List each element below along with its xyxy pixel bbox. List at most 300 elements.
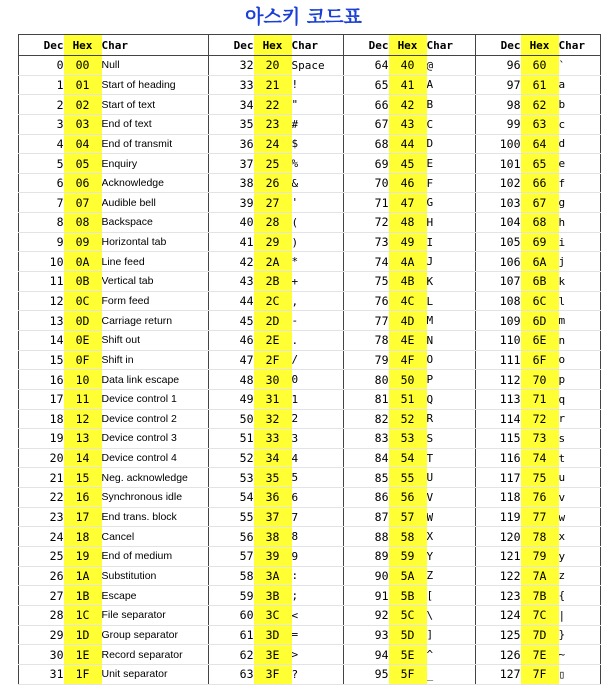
hex-cell: 25 [254,154,292,174]
char-cell: Horizontal tab [102,232,209,252]
hex-cell: 36 [254,488,292,508]
char-cell: Form feed [102,291,209,311]
dec-cell: 54 [209,488,254,508]
dec-cell: 93 [344,625,389,645]
dec-cell: 96 [476,56,521,76]
dec-cell: 104 [476,213,521,233]
dec-cell: 100 [476,134,521,154]
dec-cell: 13 [19,311,64,331]
dec-cell: 24 [19,527,64,547]
char-cell: N [427,330,476,350]
char-cell: y [559,547,601,567]
table-row [19,134,601,154]
char-cell: X [427,527,476,547]
char-cell: p [559,370,601,390]
hex-cell: 34 [254,448,292,468]
dec-cell: 77 [344,311,389,331]
hex-cell: 5D [389,625,427,645]
char-cell: U [427,468,476,488]
dec-cell: 108 [476,291,521,311]
hex-cell: 48 [389,213,427,233]
dec-cell: 125 [476,625,521,645]
char-cell: Record separator [102,645,209,665]
hex-cell: 3C [254,605,292,625]
char-cell: b [559,95,601,115]
char-cell: H [427,213,476,233]
hex-cell: 65 [521,154,559,174]
dec-cell: 120 [476,527,521,547]
dec-cell: 51 [209,429,254,449]
char-cell: Neg. acknowledge [102,468,209,488]
char-cell: T [427,448,476,468]
char-cell: i [559,232,601,252]
column-header-hex: Hex [254,35,292,56]
char-cell: k [559,272,601,292]
char-cell: Escape [102,586,209,606]
hex-cell: 7F [521,664,559,684]
char-cell: End of medium [102,547,209,567]
hex-cell: 63 [521,114,559,134]
column-header-dec: Dec [19,35,64,56]
hex-cell: 73 [521,429,559,449]
hex-cell: 7B [521,586,559,606]
table-row [19,409,601,429]
char-cell: M [427,311,476,331]
dec-cell: 19 [19,429,64,449]
char-cell: 1 [292,389,344,409]
dec-cell: 42 [209,252,254,272]
hex-cell: 75 [521,468,559,488]
char-cell: Carriage return [102,311,209,331]
char-cell: @ [427,56,476,76]
dec-cell: 61 [209,625,254,645]
char-cell: 9 [292,547,344,567]
dec-cell: 22 [19,488,64,508]
char-cell: + [292,272,344,292]
dec-cell: 7 [19,193,64,213]
table-row [19,370,601,390]
char-cell: $ [292,134,344,154]
char-cell: 5 [292,468,344,488]
char-cell: ' [292,193,344,213]
hex-cell: 06 [64,173,102,193]
dec-cell: 0 [19,56,64,76]
hex-cell: 5F [389,664,427,684]
dec-cell: 67 [344,114,389,134]
char-cell: , [292,291,344,311]
char-cell: W [427,507,476,527]
hex-cell: 4E [389,330,427,350]
hex-cell: 00 [64,56,102,76]
hex-cell: 23 [254,114,292,134]
char-cell: j [559,252,601,272]
char-cell: = [292,625,344,645]
hex-cell: 1A [64,566,102,586]
char-cell: s [559,429,601,449]
char-cell: End trans. block [102,507,209,527]
hex-cell: 3B [254,586,292,606]
header-row [19,35,601,56]
dec-cell: 17 [19,389,64,409]
dec-cell: 38 [209,173,254,193]
dec-cell: 66 [344,95,389,115]
dec-cell: 4 [19,134,64,154]
hex-cell: 5C [389,605,427,625]
hex-cell: 67 [521,193,559,213]
char-cell: Shift out [102,330,209,350]
hex-cell: 60 [521,56,559,76]
table-row [19,252,601,272]
hex-cell: 3E [254,645,292,665]
dec-cell: 62 [209,645,254,665]
dec-cell: 12 [19,291,64,311]
hex-cell: 6D [521,311,559,331]
dec-cell: 55 [209,507,254,527]
dec-cell: 99 [476,114,521,134]
table-row [19,291,601,311]
dec-cell: 40 [209,213,254,233]
column-header-dec: Dec [344,35,389,56]
char-cell: : [292,566,344,586]
table-row [19,114,601,134]
hex-cell: 7E [521,645,559,665]
dec-cell: 94 [344,645,389,665]
char-cell: Q [427,389,476,409]
char-cell: Device control 1 [102,389,209,409]
dec-cell: 41 [209,232,254,252]
dec-cell: 83 [344,429,389,449]
dec-cell: 92 [344,605,389,625]
table-row [19,527,601,547]
dec-cell: 48 [209,370,254,390]
column-header-hex: Hex [389,35,427,56]
hex-cell: 72 [521,409,559,429]
hex-cell: 21 [254,75,292,95]
dec-cell: 117 [476,468,521,488]
char-cell: Y [427,547,476,567]
hex-cell: 17 [64,507,102,527]
dec-cell: 71 [344,193,389,213]
hex-cell: 47 [389,193,427,213]
dec-cell: 2 [19,95,64,115]
char-cell: ! [292,75,344,95]
dec-cell: 34 [209,95,254,115]
dec-cell: 82 [344,409,389,429]
dec-cell: 68 [344,134,389,154]
hex-cell: 22 [254,95,292,115]
char-cell: ^ [427,645,476,665]
dec-cell: 56 [209,527,254,547]
char-cell: Backspace [102,213,209,233]
char-cell: ? [292,664,344,684]
hex-cell: 33 [254,429,292,449]
dec-cell: 109 [476,311,521,331]
char-cell: K [427,272,476,292]
hex-cell: 77 [521,507,559,527]
hex-cell: 2A [254,252,292,272]
column-header-dec: Dec [209,35,254,56]
hex-cell: 68 [521,213,559,233]
char-cell: } [559,625,601,645]
hex-cell: 0C [64,291,102,311]
char-cell: D [427,134,476,154]
char-cell: m [559,311,601,331]
char-cell: [ [427,586,476,606]
char-cell: e [559,154,601,174]
dec-cell: 78 [344,330,389,350]
column-header-char: Char [102,35,209,56]
char-cell: Vertical tab [102,272,209,292]
char-cell: - [292,311,344,331]
hex-cell: 1D [64,625,102,645]
dec-cell: 30 [19,645,64,665]
hex-cell: 26 [254,173,292,193]
hex-cell: 35 [254,468,292,488]
char-cell: Start of heading [102,75,209,95]
table-row [19,154,601,174]
char-cell: Enquiry [102,154,209,174]
char-cell: Space [292,56,344,76]
hex-cell: 79 [521,547,559,567]
dec-cell: 127 [476,664,521,684]
char-cell: Audible bell [102,193,209,213]
dec-cell: 32 [209,56,254,76]
dec-cell: 15 [19,350,64,370]
char-cell: ` [559,56,601,76]
char-cell: | [559,605,601,625]
dec-cell: 23 [19,507,64,527]
hex-cell: 52 [389,409,427,429]
hex-cell: 16 [64,488,102,508]
dec-cell: 14 [19,330,64,350]
table-row [19,330,601,350]
dec-cell: 44 [209,291,254,311]
dec-cell: 80 [344,370,389,390]
hex-cell: 78 [521,527,559,547]
hex-cell: 43 [389,114,427,134]
dec-cell: 1 [19,75,64,95]
table-body [19,56,601,685]
char-cell: End of text [102,114,209,134]
dec-cell: 107 [476,272,521,292]
char-cell: f [559,173,601,193]
dec-cell: 5 [19,154,64,174]
hex-cell: 6E [521,330,559,350]
dec-cell: 113 [476,389,521,409]
dec-cell: 112 [476,370,521,390]
char-cell: % [292,154,344,174]
hex-cell: 03 [64,114,102,134]
hex-cell: 05 [64,154,102,174]
dec-cell: 95 [344,664,389,684]
dec-cell: 110 [476,330,521,350]
char-cell: ) [292,232,344,252]
char-cell: V [427,488,476,508]
column-header-char: Char [427,35,476,56]
dec-cell: 29 [19,625,64,645]
dec-cell: 114 [476,409,521,429]
hex-cell: 04 [64,134,102,154]
table-row [19,389,601,409]
hex-cell: 10 [64,370,102,390]
hex-cell: 08 [64,213,102,233]
hex-cell: 74 [521,448,559,468]
char-cell: End of transmit [102,134,209,154]
hex-cell: 09 [64,232,102,252]
char-cell: / [292,350,344,370]
hex-cell: 1C [64,605,102,625]
hex-cell: 7D [521,625,559,645]
column-header-char: Char [292,35,344,56]
hex-cell: 2C [254,291,292,311]
dec-cell: 122 [476,566,521,586]
char-cell: C [427,114,476,134]
hex-cell: 13 [64,429,102,449]
hex-cell: 24 [254,134,292,154]
hex-cell: 5A [389,566,427,586]
hex-cell: 44 [389,134,427,154]
column-header-char: Char [559,35,601,56]
hex-cell: 57 [389,507,427,527]
hex-cell: 59 [389,547,427,567]
dec-cell: 45 [209,311,254,331]
char-cell: r [559,409,601,429]
char-cell: 6 [292,488,344,508]
dec-cell: 35 [209,114,254,134]
hex-cell: 6B [521,272,559,292]
dec-cell: 98 [476,95,521,115]
hex-cell: 4D [389,311,427,331]
hex-cell: 58 [389,527,427,547]
hex-cell: 5E [389,645,427,665]
dec-cell: 46 [209,330,254,350]
hex-cell: 0B [64,272,102,292]
char-cell: < [292,605,344,625]
char-cell: 0 [292,370,344,390]
hex-cell: 2B [254,272,292,292]
hex-cell: 49 [389,232,427,252]
table-row [19,625,601,645]
char-cell: Group separator [102,625,209,645]
dec-cell: 49 [209,389,254,409]
char-cell: A [427,75,476,95]
hex-cell: 5B [389,586,427,606]
hex-cell: 61 [521,75,559,95]
char-cell: J [427,252,476,272]
hex-cell: 1F [64,664,102,684]
char-cell: I [427,232,476,252]
char-cell: # [292,114,344,134]
hex-cell: 71 [521,389,559,409]
char-cell: ] [427,625,476,645]
char-cell: Device control 2 [102,409,209,429]
hex-cell: 11 [64,389,102,409]
char-cell: g [559,193,601,213]
hex-cell: 38 [254,527,292,547]
table-row [19,311,601,331]
hex-cell: 69 [521,232,559,252]
dec-cell: 121 [476,547,521,567]
char-cell: O [427,350,476,370]
hex-cell: 53 [389,429,427,449]
hex-cell: 2E [254,330,292,350]
dec-cell: 65 [344,75,389,95]
table-row [19,547,601,567]
char-cell: Shift in [102,350,209,370]
dec-cell: 27 [19,586,64,606]
char-cell: w [559,507,601,527]
char-cell: Device control 3 [102,429,209,449]
dec-cell: 126 [476,645,521,665]
char-cell: Cancel [102,527,209,547]
char-cell: & [292,173,344,193]
column-header-dec: Dec [476,35,521,56]
dec-cell: 36 [209,134,254,154]
char-cell: c [559,114,601,134]
dec-cell: 86 [344,488,389,508]
dec-cell: 72 [344,213,389,233]
dec-cell: 105 [476,232,521,252]
char-cell: S [427,429,476,449]
char-cell: Synchronous idle [102,488,209,508]
char-cell: { [559,586,601,606]
char-cell: Unit separator [102,664,209,684]
column-header-hex: Hex [521,35,559,56]
char-cell: h [559,213,601,233]
hex-cell: 07 [64,193,102,213]
char-cell: ~ [559,645,601,665]
char-cell: ▯ [559,664,601,684]
char-cell: n [559,330,601,350]
char-cell: Data link escape [102,370,209,390]
page-title: 아스키 코드표 [245,6,362,28]
dec-cell: 9 [19,232,64,252]
table-row [19,272,601,292]
char-cell: d [559,134,601,154]
dec-cell: 116 [476,448,521,468]
char-cell: ; [292,586,344,606]
dec-cell: 69 [344,154,389,174]
dec-cell: 118 [476,488,521,508]
dec-cell: 102 [476,173,521,193]
hex-cell: 6A [521,252,559,272]
table-row [19,75,601,95]
char-cell: ( [292,213,344,233]
dec-cell: 47 [209,350,254,370]
hex-cell: 3A [254,566,292,586]
hex-cell: 02 [64,95,102,115]
table-row [19,664,601,684]
char-cell: Device control 4 [102,448,209,468]
dec-cell: 111 [476,350,521,370]
char-cell: G [427,193,476,213]
char-cell: Z [427,566,476,586]
table-row [19,507,601,527]
hex-cell: 3F [254,664,292,684]
table-row [19,56,601,76]
char-cell: P [427,370,476,390]
hex-cell: 18 [64,527,102,547]
char-cell: Substitution [102,566,209,586]
hex-cell: 0D [64,311,102,331]
dec-cell: 59 [209,586,254,606]
char-cell: R [427,409,476,429]
hex-cell: 6C [521,291,559,311]
dec-cell: 106 [476,252,521,272]
char-cell: q [559,389,601,409]
char-cell: " [292,95,344,115]
hex-cell: 2F [254,350,292,370]
